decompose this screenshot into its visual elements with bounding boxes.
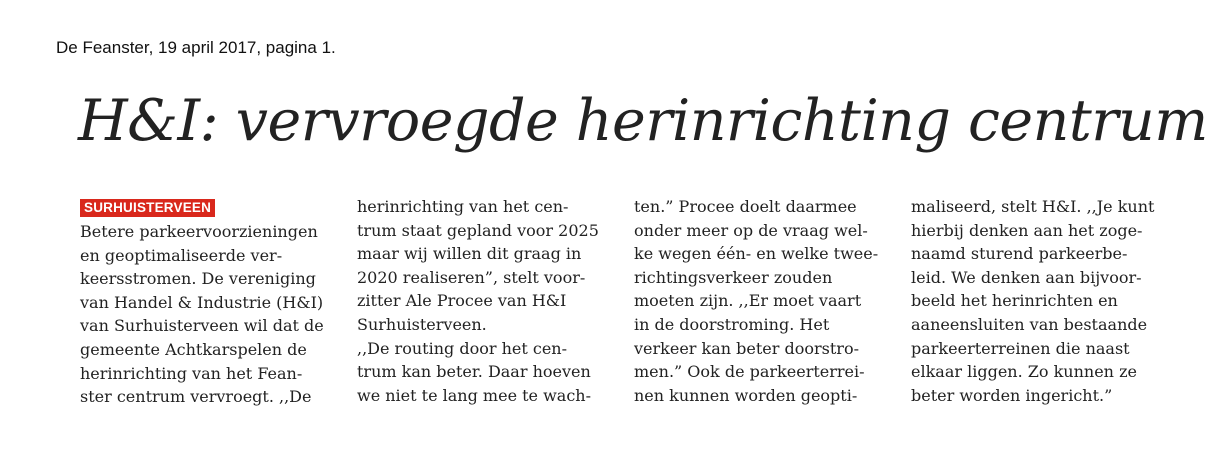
text-line: beeld het herinrichten en xyxy=(911,291,1118,311)
source-citation: De Feanster, 19 april 2017, pagina 1. xyxy=(56,38,336,57)
text-line: ,,De routing door het cen- xyxy=(357,338,567,358)
text-line: ke wegen één- en welke twee- xyxy=(634,244,879,264)
text-line: beter worden ingericht.” xyxy=(911,385,1113,405)
text-line: elkaar liggen. Zo kunnen ze xyxy=(911,362,1137,382)
text-line: moeten zijn. ,,Er moet vaart xyxy=(634,291,862,311)
text-line: en geoptimaliseerde ver- xyxy=(80,245,283,265)
text-line: we niet te lang mee te wach- xyxy=(357,385,592,405)
text-line: leid. We denken aan bijvoor- xyxy=(911,267,1142,287)
text-line: hierbij denken aan het zoge- xyxy=(911,220,1143,240)
text-line: 2020 realiseren”, stelt voor- xyxy=(357,267,586,287)
text-line: richtingsverkeer zouden xyxy=(634,267,833,287)
text-line: nen kunnen worden geopti- xyxy=(634,385,858,405)
text-line: naamd sturend parkeerbe- xyxy=(911,244,1128,264)
text-line: in de doorstroming. Het xyxy=(634,314,830,334)
text-line: aaneensluiten van bestaande xyxy=(911,314,1148,334)
article-column-2 xyxy=(357,195,619,407)
text-line: ten.” Procee doelt daarmee xyxy=(634,197,857,216)
article-column-3 xyxy=(634,195,896,407)
text-line: verkeer kan beter doorstro- xyxy=(634,338,859,358)
text-line: maar wij willen dit graag in xyxy=(357,244,582,264)
text-line: trum staat gepland voor 2025 xyxy=(357,220,599,240)
article-column-1 xyxy=(80,195,342,409)
text-line: trum kan beter. Daar hoeven xyxy=(357,362,591,382)
text-line: herinrichting van het Fean- xyxy=(80,363,303,383)
text-line: gemeente Achtkarspelen de xyxy=(80,339,307,359)
text-line: onder meer op de vraag wel- xyxy=(634,220,868,240)
text-line: maliseerd, stelt H&I. ,,Je kunt xyxy=(911,197,1155,216)
text-line: Betere parkeervoorzieningen xyxy=(80,222,318,241)
location-kicker: SURHUISTERVEEN xyxy=(80,199,215,217)
text-line: zitter Ale Procee van H&I xyxy=(357,291,567,311)
text-line: van Handel & Industrie (H&I) xyxy=(80,292,324,312)
text-line: herinrichting van het cen- xyxy=(357,197,569,216)
text-line: men.” Ook de parkeerterrei- xyxy=(634,362,865,382)
article-column-4 xyxy=(911,195,1173,407)
text-line: ster centrum vervroegt. ,,De xyxy=(80,387,312,407)
text-line: van Surhuisterveen wil dat de xyxy=(80,316,324,336)
article-headline: H&I: vervroegde herinrichting centrum xyxy=(78,88,1208,154)
text-line: parkeerterreinen die naast xyxy=(911,338,1130,358)
text-line: keersstromen. De vereniging xyxy=(80,269,316,289)
text-line: Surhuisterveen. xyxy=(357,314,487,334)
